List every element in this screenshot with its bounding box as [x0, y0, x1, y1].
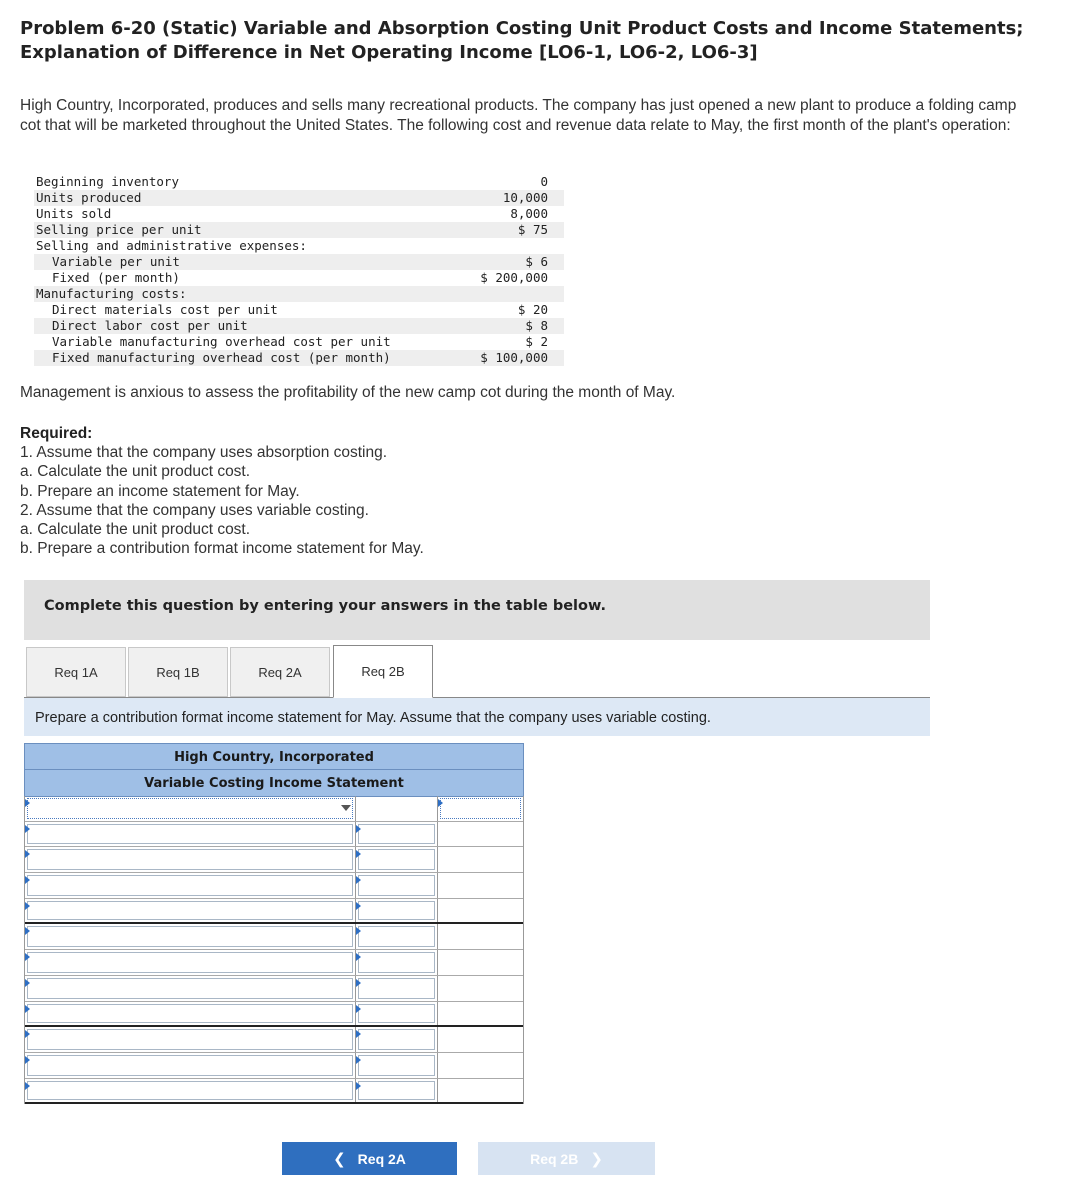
problem-title-line2: Explanation of Difference in Net Operating Income [LO6-1, LO6-2, LO6-3]: [20, 42, 758, 63]
data-table-row: [34, 238, 564, 254]
prev-req-button[interactable]: [282, 1142, 457, 1175]
data-row-label: Fixed (per month): [52, 270, 180, 285]
data-row-value: $ 100,000: [480, 350, 548, 365]
chevron-right-icon: ❯: [590, 1150, 603, 1168]
statement-row: [25, 796, 523, 822]
entry-marker-icon: [438, 799, 443, 807]
required-line: 2. Assume that the company uses variable costing.: [20, 501, 369, 519]
data-row-label: Fixed manufacturing overhead cost (per month): [52, 350, 391, 365]
total-input[interactable]: [440, 952, 521, 973]
row-label-select[interactable]: [27, 798, 353, 819]
entry-marker-icon: [25, 1056, 30, 1064]
entry-marker-icon: [25, 927, 30, 935]
amount-input[interactable]: [358, 875, 435, 896]
income-statement-grid: [24, 796, 524, 1104]
data-row-label: Direct materials cost per unit: [52, 302, 278, 317]
total-input[interactable]: [440, 1081, 521, 1101]
statement-row: [25, 1027, 523, 1053]
data-row-value: $ 2: [525, 334, 548, 349]
data-table-row: [34, 318, 564, 334]
row-label-input[interactable]: [27, 1029, 353, 1050]
entry-marker-icon: [25, 902, 30, 910]
statement-row: [25, 873, 523, 899]
amount-input[interactable]: [358, 824, 435, 845]
data-row-value: $ 200,000: [480, 270, 548, 285]
statement-title: Variable Costing Income Statement: [24, 770, 524, 797]
data-table-row: [34, 302, 564, 318]
data-table-row: [34, 270, 564, 286]
row-label-input[interactable]: [27, 1055, 353, 1076]
row-label-input[interactable]: [27, 1081, 353, 1101]
total-cell: [438, 1079, 523, 1103]
data-row-value: 0: [540, 174, 548, 189]
entry-marker-icon: [25, 953, 30, 961]
data-row-label: Variable per unit: [52, 254, 180, 269]
required-line: 1. Assume that the company uses absorption costing.: [20, 444, 388, 462]
amount-input[interactable]: [358, 952, 435, 973]
data-row-label: Direct labor cost per unit: [52, 318, 248, 333]
row-label-cell: [25, 924, 356, 949]
data-table-row: [34, 286, 564, 302]
row-label-cell: [25, 1027, 356, 1052]
data-table-row: [34, 174, 564, 190]
row-label-cell: [25, 1053, 356, 1078]
amount-cell: [356, 1027, 438, 1052]
data-row-value: $ 8: [525, 318, 548, 333]
entry-marker-icon: [25, 799, 30, 807]
chevron-left-icon: ❮: [333, 1150, 346, 1168]
entry-marker-icon: [356, 953, 361, 961]
total-input[interactable]: [440, 849, 521, 870]
amount-input[interactable]: [358, 901, 435, 921]
statement-row: [25, 924, 523, 950]
total-cell: [438, 924, 523, 949]
amount-cell: [356, 1079, 438, 1103]
entry-marker-icon: [25, 850, 30, 858]
dropdown-arrow-icon[interactable]: [341, 805, 351, 811]
amount-input[interactable]: [358, 1004, 435, 1024]
prev-req-label: Req 2A: [357, 1150, 406, 1167]
row-label-input[interactable]: [27, 901, 353, 921]
row-label-cell: [25, 822, 356, 847]
required-line: b. Prepare an income statement for May.: [20, 482, 300, 500]
statement-header: [24, 743, 524, 797]
total-input[interactable]: [440, 824, 521, 845]
row-label-input[interactable]: [27, 952, 353, 973]
data-row-label: Beginning inventory: [36, 174, 179, 189]
data-row-value: $ 6: [525, 254, 548, 269]
entry-marker-icon: [25, 1030, 30, 1038]
total-input[interactable]: [440, 901, 521, 921]
entry-marker-icon: [356, 1030, 361, 1038]
amount-cell: [356, 873, 438, 898]
statement-row: [25, 847, 523, 873]
entry-marker-icon: [25, 979, 30, 987]
total-input[interactable]: [440, 875, 521, 896]
entry-marker-icon: [356, 1056, 361, 1064]
tab-req-2b[interactable]: Req 2B: [333, 645, 433, 698]
amount-input[interactable]: [358, 849, 435, 870]
statement-row: [25, 899, 523, 925]
complete-question-text: Complete this question by entering your answers in the table below.: [44, 598, 606, 614]
entry-marker-icon: [356, 876, 361, 884]
management-note: Management is anxious to assess the profitability of the new camp cot during the month of May.: [20, 384, 676, 401]
data-row-label: Units produced: [36, 190, 142, 205]
total-cell: [438, 822, 523, 847]
amount-input[interactable]: [358, 1029, 435, 1050]
cost-revenue-data-table: [34, 174, 564, 366]
entry-marker-icon: [25, 825, 30, 833]
data-table-row: [34, 190, 564, 206]
tab-req-2a[interactable]: Req 2A: [230, 647, 330, 697]
total-input[interactable]: [440, 1004, 521, 1024]
data-row-label: Units sold: [36, 206, 112, 221]
row-label-cell: [25, 847, 356, 872]
row-label-cell: [25, 899, 356, 923]
complete-question-banner: [24, 580, 930, 640]
data-table-row: [34, 350, 564, 366]
statement-row: [25, 1079, 523, 1105]
tab-req-1a[interactable]: Req 1A: [26, 647, 126, 697]
amount-cell: [356, 847, 438, 872]
row-label-input[interactable]: [27, 849, 353, 870]
statement-row: [25, 822, 523, 848]
instruction-text: Prepare a contribution format income statement for May. Assume that the company uses variable costing.: [24, 698, 930, 736]
data-table-row: [34, 222, 564, 238]
amount-input[interactable]: [358, 926, 435, 947]
row-label-cell: [25, 1079, 356, 1103]
entry-marker-icon: [25, 876, 30, 884]
data-row-label: Manufacturing costs:: [36, 286, 187, 301]
row-label-cell: [25, 1002, 356, 1026]
total-input[interactable]: [440, 978, 521, 999]
total-cell: [438, 1053, 523, 1078]
data-row-value: $ 75: [517, 222, 548, 237]
entry-marker-icon: [25, 1005, 30, 1013]
entry-marker-icon: [25, 1082, 30, 1090]
total-input[interactable]: [440, 1029, 521, 1050]
amount-cell: [356, 976, 438, 1001]
amount-cell: [356, 822, 438, 847]
tab-req-1b[interactable]: Req 1B: [128, 647, 228, 697]
data-table-row: [34, 206, 564, 222]
entry-marker-icon: [356, 902, 361, 910]
data-row-label: Variable manufacturing overhead cost per unit: [52, 334, 391, 349]
data-row-value: [424, 238, 564, 254]
amount-cell: [356, 1053, 438, 1078]
amount-input[interactable]: [358, 978, 435, 999]
required-heading: Required:: [20, 425, 93, 442]
amount-cell: [356, 796, 438, 821]
statement-row: [25, 950, 523, 976]
data-row-label: Selling and administrative expenses:: [36, 238, 307, 253]
row-label-input[interactable]: [27, 1004, 353, 1024]
amount-input[interactable]: [358, 1055, 435, 1076]
amount-input[interactable]: [358, 1081, 435, 1101]
data-row-label: Selling price per unit: [36, 222, 202, 237]
statement-row: [25, 1002, 523, 1028]
entry-marker-icon: [356, 850, 361, 858]
next-req-label: Req 2B: [530, 1150, 579, 1167]
row-label-cell: [25, 796, 356, 821]
entry-marker-icon: [356, 1005, 361, 1013]
total-cell: [438, 976, 523, 1001]
data-row-value: $ 20: [517, 302, 548, 317]
requirement-tabs: [24, 645, 930, 698]
entry-marker-icon: [356, 1082, 361, 1090]
data-table-row: [34, 254, 564, 270]
amount-input[interactable]: [358, 798, 435, 819]
total-cell: [438, 950, 523, 975]
row-label-cell: [25, 950, 356, 975]
required-line: a. Calculate the unit product cost.: [20, 463, 251, 481]
data-table-row: [34, 334, 564, 350]
total-cell: [438, 1002, 523, 1026]
total-cell: [438, 899, 523, 923]
data-row-value: 8,000: [510, 206, 548, 221]
entry-marker-icon: [356, 979, 361, 987]
row-label-input[interactable]: [27, 978, 353, 999]
required-section: [20, 424, 424, 558]
total-cell: [438, 1027, 523, 1052]
row-label-input[interactable]: [27, 926, 353, 947]
data-row-value: [424, 286, 564, 302]
entry-marker-icon: [356, 825, 361, 833]
next-req-button: [478, 1142, 655, 1175]
statement-company: High Country, Incorporated: [24, 743, 524, 770]
amount-cell: [356, 1002, 438, 1026]
amount-cell: [356, 950, 438, 975]
total-cell: [438, 796, 523, 821]
total-input[interactable]: [440, 926, 521, 947]
row-label-cell: [25, 873, 356, 898]
total-input[interactable]: [440, 1055, 521, 1076]
total-cell: [438, 873, 523, 898]
total-input[interactable]: [440, 798, 521, 819]
entry-marker-icon: [356, 927, 361, 935]
statement-row: [25, 1053, 523, 1079]
row-label-input[interactable]: [27, 824, 353, 845]
problem-intro: High Country, Incorporated, produces and sells many recreational products. The company has just opened a new plant to produce a folding camp cot that will be marketed throughout the United States. The following cost and revenue data relate to May, the first month of the plant's operation:: [20, 97, 1017, 134]
amount-cell: [356, 924, 438, 949]
total-cell: [438, 847, 523, 872]
amount-cell: [356, 899, 438, 923]
data-row-value: 10,000: [502, 190, 548, 205]
row-label-cell: [25, 976, 356, 1001]
row-label-input[interactable]: [27, 875, 353, 896]
statement-row: [25, 976, 523, 1002]
required-line: b. Prepare a contribution format income statement for May.: [20, 540, 424, 558]
problem-title-line1: Problem 6-20 (Static) Variable and Absorption Costing Unit Product Costs and Income Statements;: [20, 18, 1024, 39]
problem-title: [20, 17, 1060, 65]
required-line: a. Calculate the unit product cost.: [20, 521, 251, 539]
